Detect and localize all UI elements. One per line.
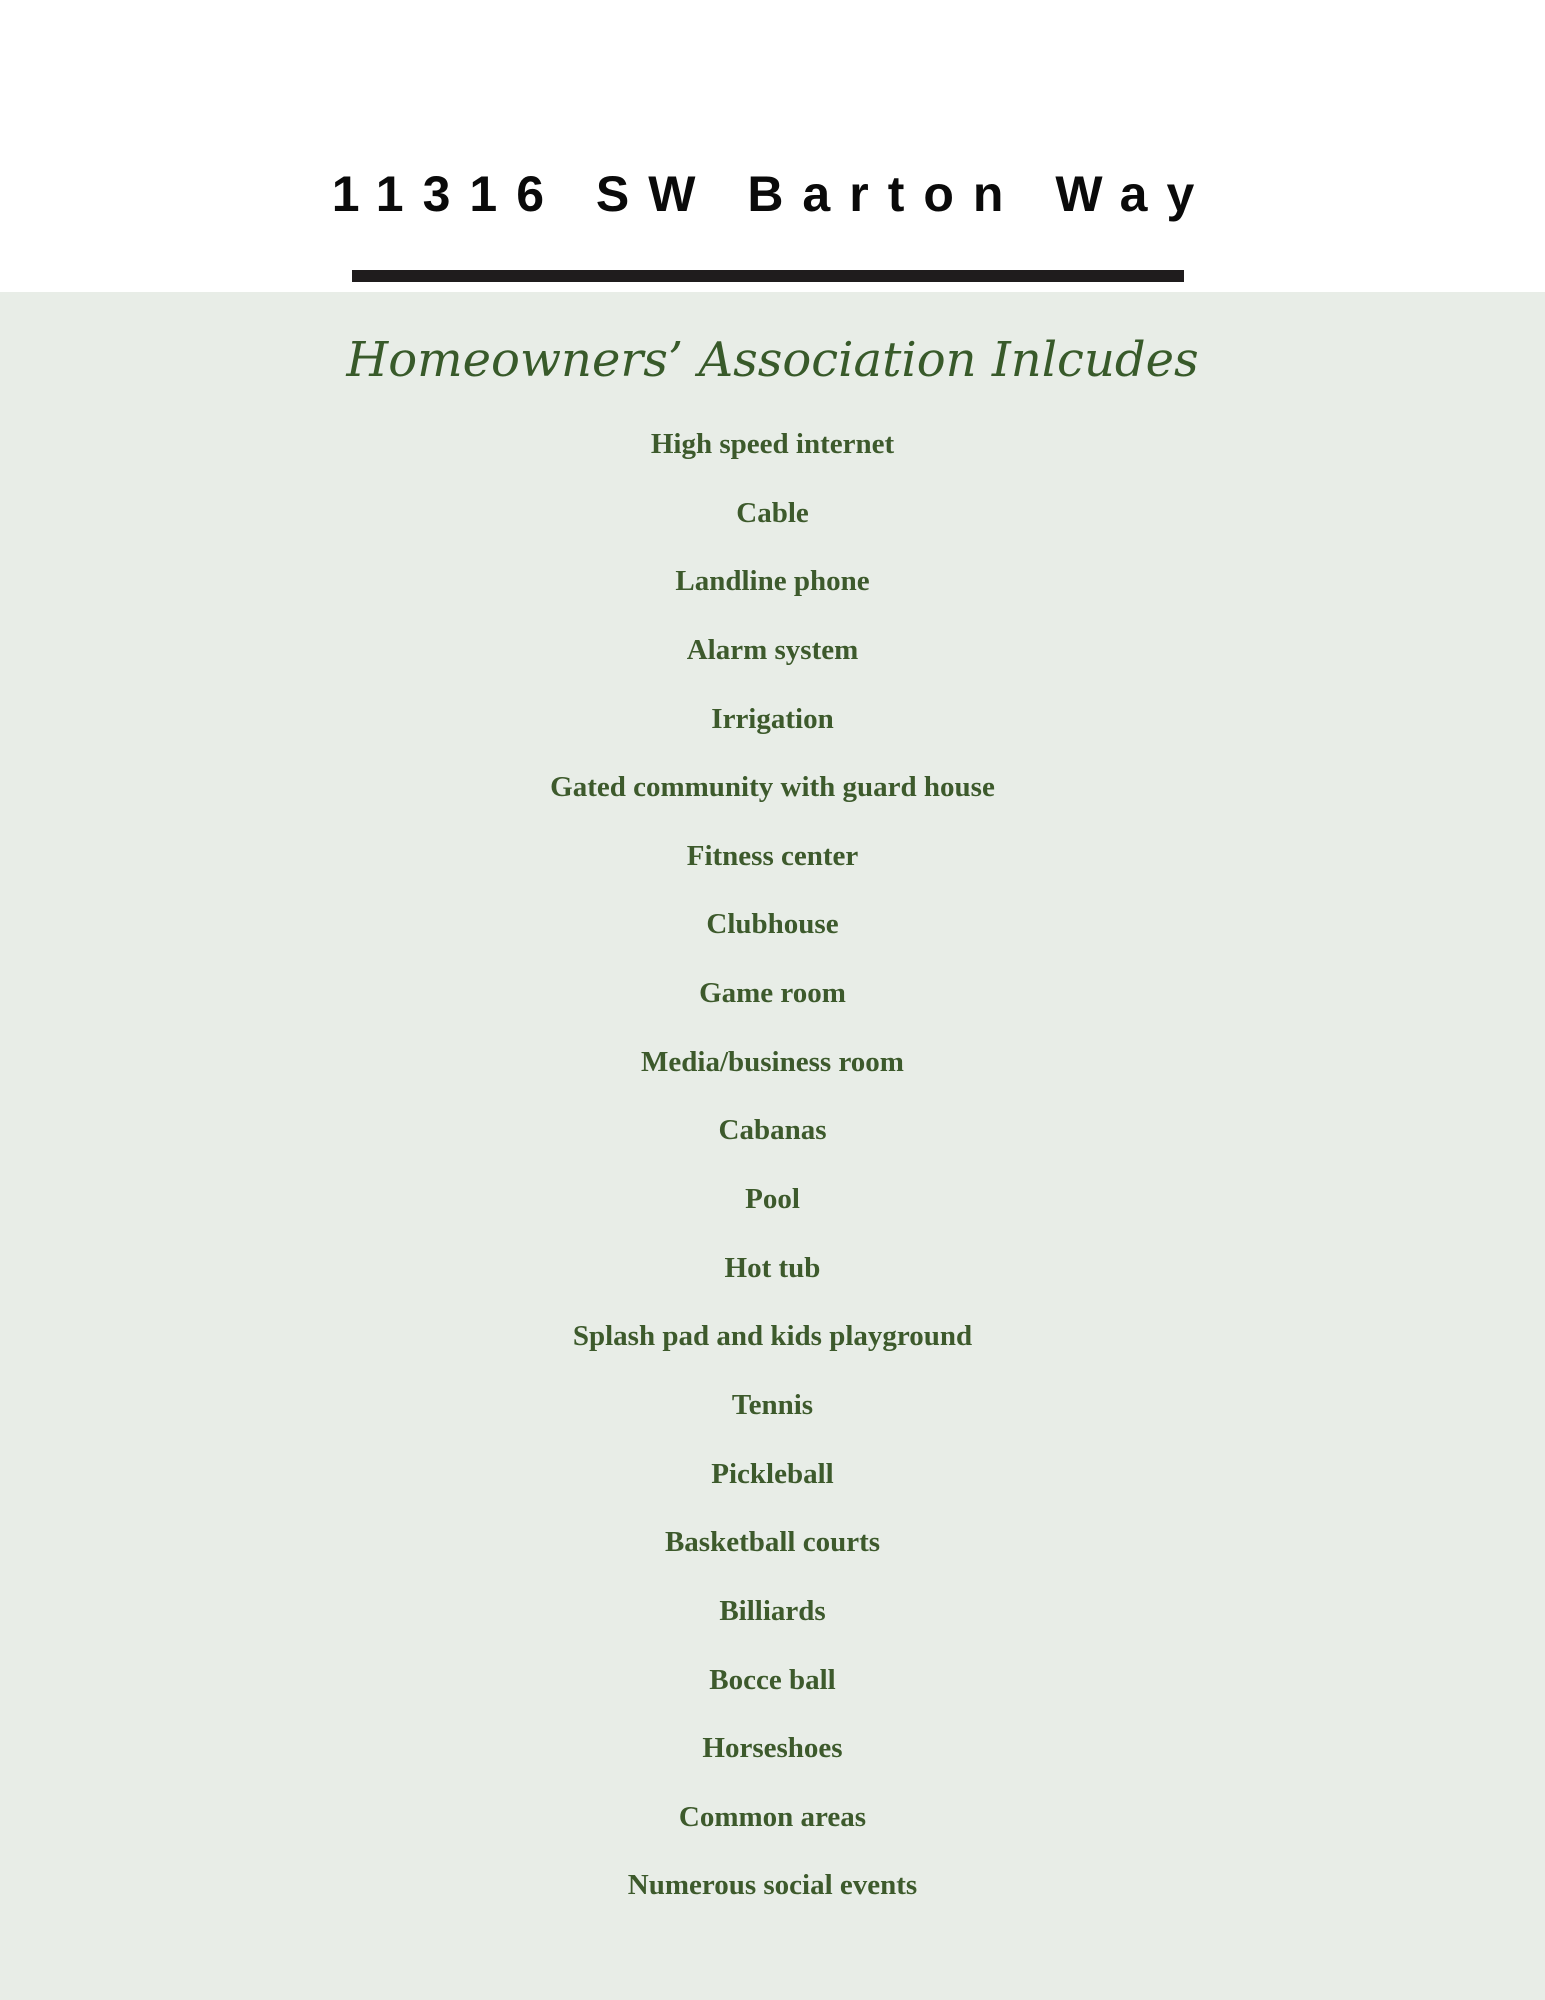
list-item: Cabanas [718,1114,827,1147]
list-item: Media/business room [641,1045,904,1078]
list-item: Irrigation [711,702,834,735]
list-item: Pool [745,1183,800,1216]
list-item: Alarm system [686,633,859,666]
property-address: 11316 SW Barton Way [331,166,1214,222]
list-item: Pickleball [711,1457,834,1490]
list-item: Cable [736,496,809,529]
list-item: Numerous social events [627,1869,918,1902]
header-area [0,0,1545,292]
list-item: Billiards [719,1594,826,1627]
list-item: Basketball courts [664,1526,881,1559]
list-item: Hot tub [724,1251,821,1284]
list-item: Landline phone [675,565,870,598]
list-item: Gated community with guard house [550,771,995,804]
list-item: High speed internet [650,428,895,460]
section-title: Homeowners’ Association Inlcudes [346,332,1199,388]
list-item: Horseshoes [702,1732,843,1765]
list-item: Fitness center [686,839,859,872]
list-item: Bocce ball [709,1663,836,1696]
amenities-list [0,410,1545,1920]
list-item: Clubhouse [706,908,839,941]
list-item: Common areas [678,1800,867,1833]
list-item: Splash pad and kids playground [572,1320,973,1353]
list-item: Tennis [731,1388,814,1421]
list-item: Game room [699,977,846,1010]
header-divider [352,270,1184,282]
